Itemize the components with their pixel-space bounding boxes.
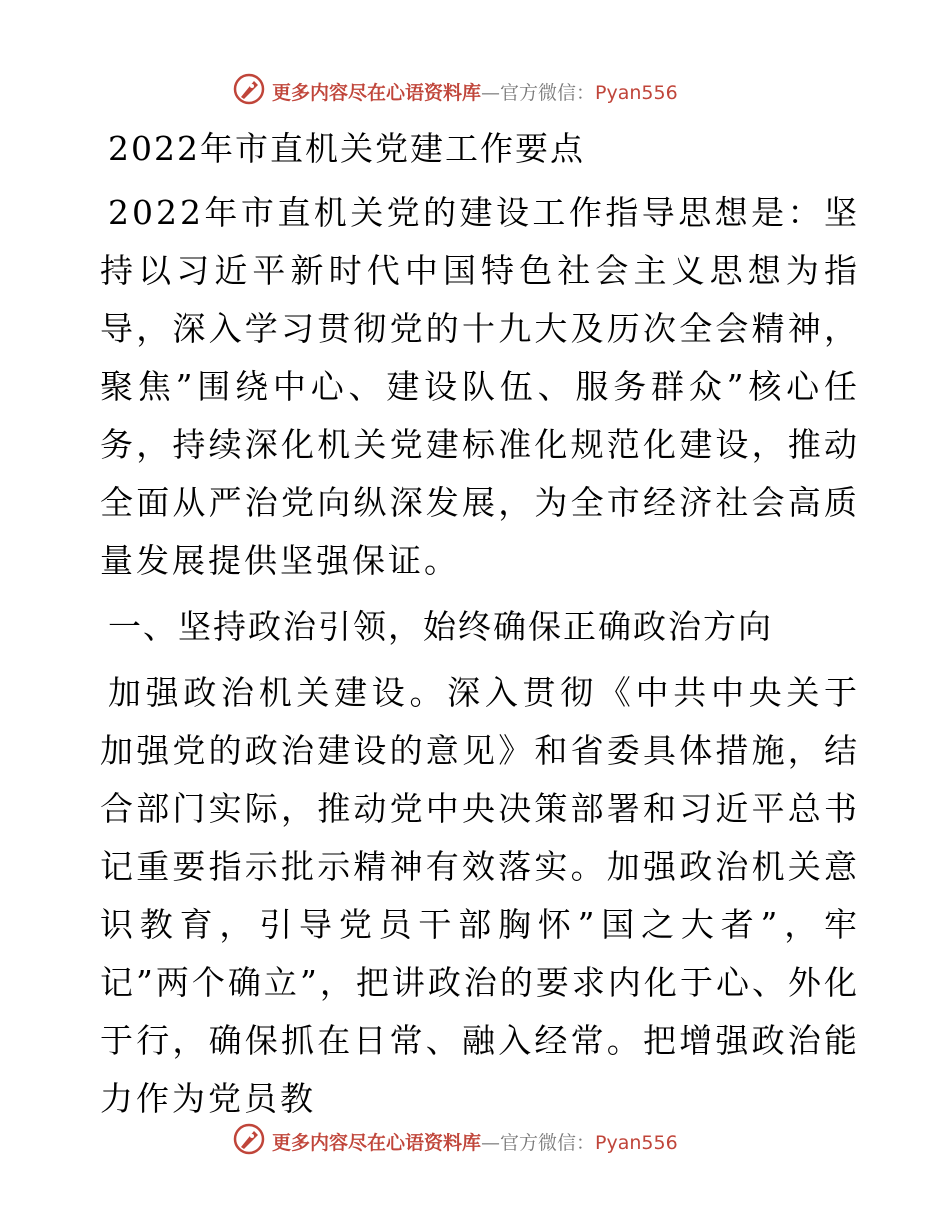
watermark-wechat-id: Pyan556 xyxy=(595,1132,678,1154)
watermark-wechat-label: 官方微信： xyxy=(500,1132,596,1154)
watermark-text xyxy=(272,78,678,105)
watermark-wechat-label: 官方微信： xyxy=(500,82,596,104)
document-body xyxy=(100,120,860,1136)
section-heading: 一、坚持政治引领，始终确保正确政治方向 xyxy=(108,607,773,646)
watermark-wechat-id: Pyan556 xyxy=(595,82,678,104)
guiding-ideology-paragraph: 2022年市直机关党的建设工作指导思想是：坚持以习近平新时代中国特色社会主义思想为指导，深入学习贯彻党的十九大及历次全会精神，聚焦”围绕中心、建设队伍、服务群众”核心任务，持续深化机关党建标准化规范化建设，推动全面从严治党向纵深发展，为全市经济社会高质量发展提供坚强保证。 xyxy=(100,193,860,580)
watermark-dash: — xyxy=(481,82,501,104)
watermark-text xyxy=(272,1128,678,1155)
watermark-site-name: 更多内容尽在心语资料库 xyxy=(272,82,482,104)
watermark-dash: — xyxy=(481,1132,501,1154)
section-paragraph: 加强政治机关建设。深入贯彻《中共中央关于加强党的政治建设的意见》和省委具体措施，结合部门实际，推动党中央决策部署和习近平总书记重要指示批示精神有效落实。加强政治机关意识教育，引导党员干部胸怀”国之大者”，牢记”两个确立”，把讲政治的要求内化于心、外化于行，确保抓在日常、融入经常。把增强政治能力作为党员教 xyxy=(100,673,860,1118)
footer-watermark-banner xyxy=(0,1120,950,1160)
watermark-site-name: 更多内容尽在心语资料库 xyxy=(272,1132,482,1154)
document-title: 2022年市直机关党建工作要点 xyxy=(108,129,585,168)
pen-nib-logo-icon xyxy=(232,1122,266,1156)
header-watermark-banner xyxy=(0,70,950,110)
pen-nib-logo-icon xyxy=(232,72,266,106)
